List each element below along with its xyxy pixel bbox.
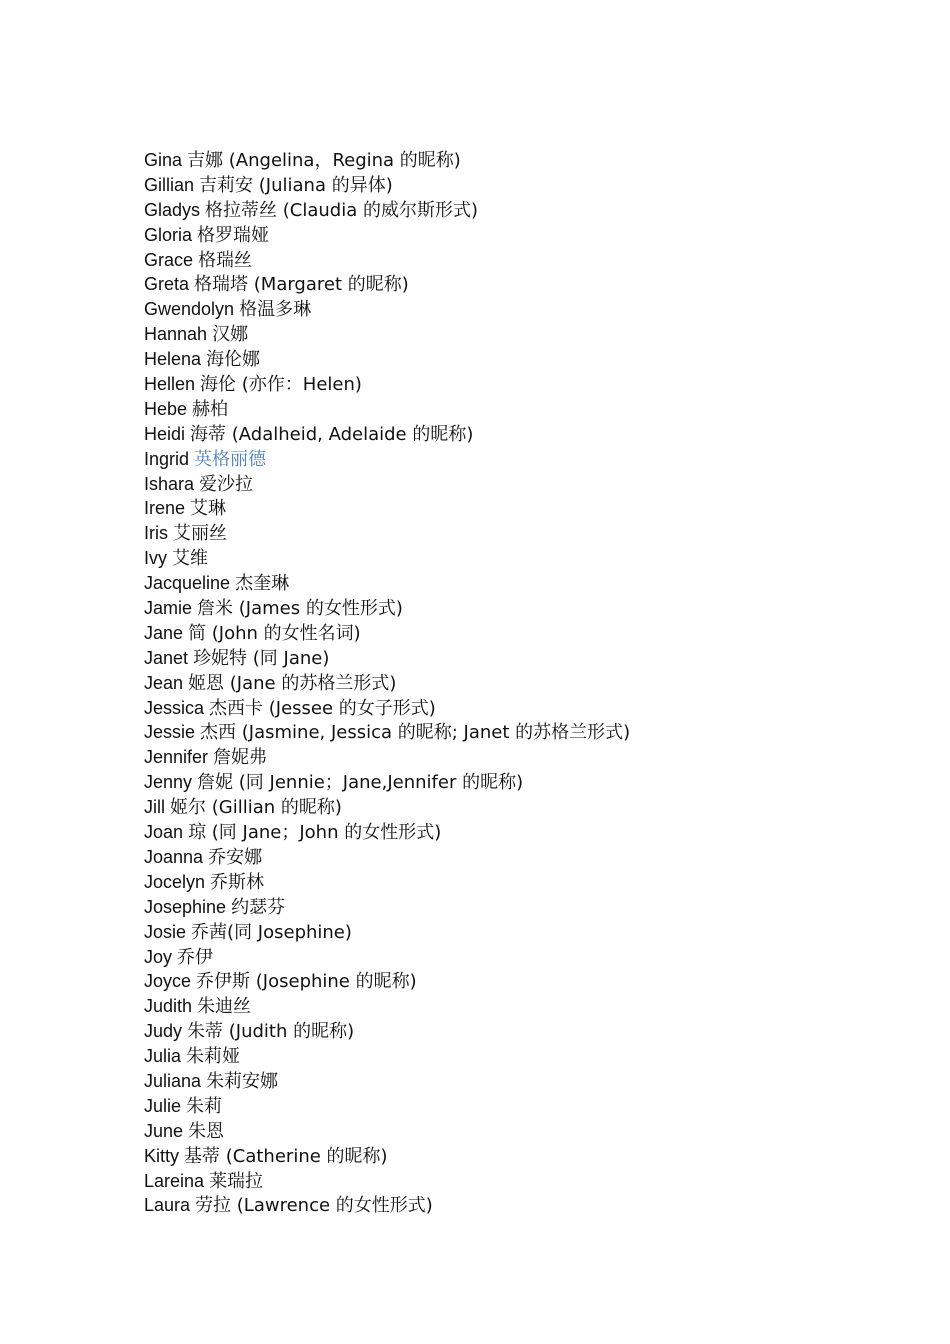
chinese-name-description: 艾维 <box>172 548 209 570</box>
name-entry <box>144 521 630 546</box>
name-entry <box>144 1069 630 1094</box>
chinese-name-description: 朱蒂 (Judith 的昵称) <box>187 1021 355 1043</box>
name-entry <box>144 845 630 870</box>
english-name: Iris <box>144 523 168 544</box>
name-entry <box>144 745 630 770</box>
english-name: Gladys <box>144 199 201 220</box>
chinese-name-description: 乔伊 <box>177 946 214 968</box>
english-name: Jenny <box>144 772 193 793</box>
english-name: Joy <box>144 946 173 967</box>
name-entry <box>144 422 630 447</box>
chinese-name-description: 海蒂 (Adalheid, Adelaide 的昵称) <box>190 423 474 445</box>
chinese-name-description: 简 (John 的女性名词) <box>188 622 361 644</box>
chinese-name-description: 朱莉安娜 <box>206 1070 279 1092</box>
chinese-name-description: 杰西卡 (Jessee 的女子形式) <box>209 697 436 719</box>
english-name: Jill <box>144 797 165 818</box>
english-name: Gwendolyn <box>144 299 235 320</box>
chinese-name-description: 基蒂 (Catherine 的昵称) <box>184 1145 388 1167</box>
english-name: Laura <box>144 1195 191 1216</box>
english-name: Irene <box>144 498 186 519</box>
english-name: Gillian <box>144 174 195 195</box>
english-name: Greta <box>144 274 190 295</box>
english-name: Judy <box>144 1021 183 1042</box>
chinese-name-description: 琼 (同 Jane；John 的女性形式) <box>188 822 442 844</box>
name-entry <box>144 272 630 297</box>
english-name: Janet <box>144 647 189 668</box>
english-name: Jean <box>144 672 184 693</box>
chinese-name-description: 杰西 (Jasmine, Jessica 的昵称; Janet 的苏格兰形式) <box>200 722 631 744</box>
chinese-name-description: 吉娜 (Angelina，Regina 的昵称) <box>187 150 461 171</box>
name-entry <box>144 621 630 646</box>
name-entry <box>144 969 630 994</box>
chinese-name-description: 朱恩 <box>188 1120 225 1142</box>
chinese-name-description: 朱迪丝 <box>197 996 252 1018</box>
name-entry <box>144 322 630 347</box>
name-entry <box>144 372 630 397</box>
english-name: Heidi <box>144 423 186 444</box>
english-name: Juliana <box>144 1070 202 1091</box>
chinese-name-description: 朱莉娅 <box>186 1046 241 1068</box>
name-entry <box>144 472 630 497</box>
english-name: Jocelyn <box>144 871 206 892</box>
chinese-name-description: 格瑞塔 (Margaret 的昵称) <box>194 274 409 296</box>
name-entry <box>144 646 630 671</box>
english-name: Hellen <box>144 374 196 395</box>
chinese-name-description: 格拉蒂丝 (Claudia 的威尔斯形式) <box>205 199 478 221</box>
chinese-name-description: 格罗瑞娅 <box>197 224 270 246</box>
name-entry <box>144 895 630 920</box>
chinese-name-link[interactable]: 英格丽德 <box>194 448 267 470</box>
chinese-name-description: 乔斯林 <box>210 871 265 893</box>
chinese-name-description: 吉莉安 (Juliana 的异体) <box>199 174 393 196</box>
chinese-name-description: 赫柏 <box>192 398 229 420</box>
name-entry <box>144 397 630 422</box>
chinese-name-description: 爱沙拉 <box>199 473 254 495</box>
name-entry <box>144 696 630 721</box>
name-entry <box>144 1169 630 1194</box>
name-entry <box>144 1119 630 1144</box>
chinese-name-description: 杰奎琳 <box>235 573 290 595</box>
english-name: Julia <box>144 1046 182 1067</box>
name-entry <box>144 770 630 795</box>
name-entry <box>144 1019 630 1044</box>
name-entry <box>144 870 630 895</box>
name-list <box>144 148 630 1218</box>
chinese-name-description: 姬尔 (Gillian 的昵称) <box>170 797 342 819</box>
name-entry <box>144 945 630 970</box>
english-name: Joan <box>144 822 184 843</box>
chinese-name-description: 詹妮 (同 Jennie；Jane,Jennifer 的昵称) <box>197 772 524 794</box>
name-entry <box>144 1193 630 1218</box>
chinese-name-description: 汉娜 <box>212 324 249 346</box>
english-name: Hannah <box>144 324 208 345</box>
english-name: Kitty <box>144 1145 180 1166</box>
name-entry <box>144 720 630 745</box>
english-name: Jennifer <box>144 747 209 768</box>
english-name: Hebe <box>144 398 188 419</box>
english-name: June <box>144 1120 184 1141</box>
name-entry <box>144 920 630 945</box>
chinese-name-description: 乔伊斯 (Josephine 的昵称) <box>196 971 417 993</box>
chinese-name-description: 詹米 (James 的女性形式) <box>197 598 403 620</box>
chinese-name-description: 劳拉 (Lawrence 的女性形式) <box>195 1195 433 1217</box>
english-name: Jane <box>144 622 184 643</box>
english-name: Judith <box>144 996 193 1017</box>
chinese-name-description: 乔茜(同 Josephine) <box>191 921 352 943</box>
chinese-name-description: 海伦 (亦作：Helen) <box>200 374 362 396</box>
chinese-name-description: 莱瑞拉 <box>209 1170 264 1192</box>
name-entry <box>144 198 630 223</box>
chinese-name-description: 海伦娜 <box>206 349 261 371</box>
english-name: Josephine <box>144 896 227 917</box>
chinese-name-description: 格瑞丝 <box>198 249 253 271</box>
english-name: Ivy <box>144 548 168 569</box>
chinese-name-description: 约瑟芬 <box>231 896 286 918</box>
english-name: Jamie <box>144 598 193 619</box>
chinese-name-description: 詹妮弗 <box>213 747 268 769</box>
english-name: Julie <box>144 1095 182 1116</box>
english-name: Jessie <box>144 722 196 743</box>
name-entry <box>144 223 630 248</box>
name-entry <box>144 148 630 173</box>
name-entry <box>144 1144 630 1169</box>
english-name: Ishara <box>144 473 195 494</box>
chinese-name-description: 艾琳 <box>190 498 227 520</box>
english-name: Josie <box>144 921 187 942</box>
name-entry <box>144 546 630 571</box>
english-name: Jacqueline <box>144 573 231 594</box>
name-entry <box>144 347 630 372</box>
name-entry <box>144 173 630 198</box>
name-entry <box>144 447 630 472</box>
name-entry <box>144 248 630 273</box>
name-entry <box>144 671 630 696</box>
chinese-name-description: 格温多琳 <box>239 299 312 321</box>
name-entry <box>144 596 630 621</box>
chinese-name-description: 乔安娜 <box>208 846 263 868</box>
name-entry <box>144 1094 630 1119</box>
name-entry <box>144 496 630 521</box>
name-entry <box>144 994 630 1019</box>
english-name: Joanna <box>144 846 204 867</box>
chinese-name-description: 朱莉 <box>186 1095 223 1117</box>
english-name: Gina <box>144 150 183 170</box>
chinese-name-description: 姬恩 (Jane 的苏格兰形式) <box>188 672 397 694</box>
name-entry <box>144 571 630 596</box>
name-entry <box>144 795 630 820</box>
name-entry <box>144 1044 630 1069</box>
english-name: Jessica <box>144 697 205 718</box>
english-name: Gloria <box>144 224 193 245</box>
name-entry <box>144 297 630 322</box>
name-entry <box>144 820 630 845</box>
english-name: Ingrid <box>144 448 190 469</box>
english-name: Joyce <box>144 971 192 992</box>
english-name: Helena <box>144 349 202 370</box>
chinese-name-description: 艾丽丝 <box>173 523 228 545</box>
english-name: Lareina <box>144 1170 205 1191</box>
english-name: Grace <box>144 249 194 270</box>
chinese-name-description: 珍妮特 (同 Jane) <box>193 647 330 669</box>
